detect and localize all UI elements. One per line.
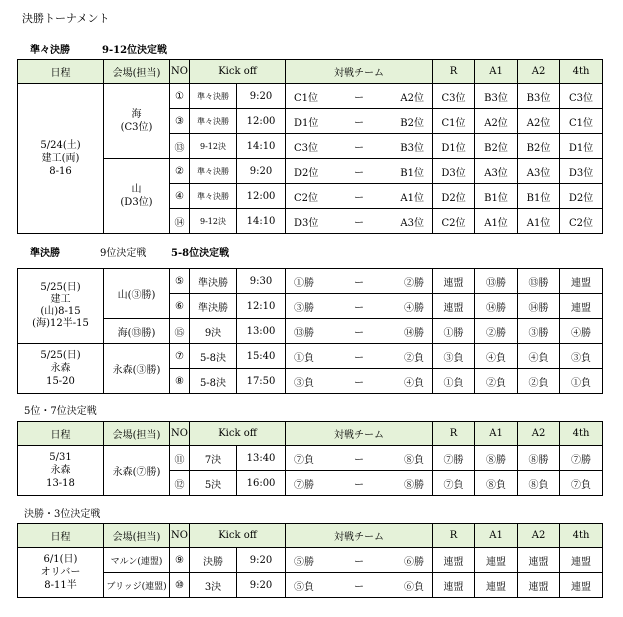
assistant-a1: ⑧勝 [475,446,518,471]
assistant-a1: ④負 [475,344,518,369]
away-team: ⑥勝 [384,548,433,573]
fourth-official: 連盟 [560,548,603,573]
header-r: R [433,422,475,446]
assistant-a2: ④負 [518,344,560,369]
assistant-a1: 連盟 [475,548,518,573]
page-title: 決勝トーナメント [22,12,110,25]
home-team: C3位 [286,134,335,159]
match-number: ⑤ [170,269,190,294]
home-team: C1位 [286,84,335,109]
assistant-a1: ②負 [475,369,518,394]
table-row [18,159,603,184]
vs-separator: ー [335,369,384,394]
header-kickoff: Kick off [190,524,286,548]
header-a1: A1 [475,60,518,84]
referee-r: D3位 [433,159,475,184]
section-label-semifinal: 準決勝 [30,248,60,259]
match-type: 準々決勝 [190,109,237,134]
table-row [18,344,603,369]
match-type: 5決 [190,471,237,496]
header-venue: 会場(担当) [104,422,170,446]
match-type: 準々決勝 [190,184,237,209]
header-match: 対戦チーム [286,524,433,548]
away-team: ⑧勝 [384,471,433,496]
match-type: 準決勝 [190,294,237,319]
home-team: ③勝 [286,294,335,319]
vs-separator: ー [335,134,384,159]
venue-cell: マルン(連盟) [104,548,170,573]
vs-separator: ー [335,446,384,471]
kickoff-time: 15:40 [237,344,286,369]
header-match: 対戦チーム [286,422,433,446]
home-team: ③負 [286,369,335,394]
home-team: ⑤勝 [286,548,335,573]
referee-r: D1位 [433,134,475,159]
vs-separator: ー [335,344,384,369]
assistant-a2: 連盟 [518,573,560,598]
section-label-9-12: 9-12位決定戦 [102,45,168,56]
table-row [18,319,603,344]
section-label-quarterfinal: 準々決勝 [30,45,70,56]
match-type: 7決 [190,446,237,471]
header-r: R [433,60,475,84]
home-team: ⑦負 [286,446,335,471]
assistant-a2: ⑬勝 [518,269,560,294]
home-team: D1位 [286,109,335,134]
vs-separator: ー [335,573,384,598]
away-team: ②負 [384,344,433,369]
kickoff-time: 9:20 [237,159,286,184]
table-row [18,269,603,294]
kickoff-time: 14:10 [237,134,286,159]
vs-separator: ー [335,109,384,134]
match-number: ② [170,159,190,184]
assistant-a2: A2位 [518,109,560,134]
vs-separator: ー [335,471,384,496]
away-team: B3位 [384,134,433,159]
match-number: ⑫ [170,471,190,496]
fourth-official: 連盟 [560,573,603,598]
kickoff-time: 13:40 [237,446,286,471]
home-team: ①勝 [286,269,335,294]
header-a2: A2 [518,524,560,548]
away-team: ④勝 [384,294,433,319]
referee-r: C3位 [433,84,475,109]
assistant-a2: A1位 [518,209,560,234]
fourth-official: ⑦勝 [560,446,603,471]
vs-separator: ー [335,159,384,184]
referee-r: 連盟 [433,269,475,294]
table-row [18,548,603,573]
match-number: ⑪ [170,446,190,471]
referee-r: C1位 [433,109,475,134]
section-label-5-7: 5位・7位決定戦 [24,406,97,417]
away-team: ⑥負 [384,573,433,598]
match-number: ⑮ [170,319,190,344]
away-team: ②勝 [384,269,433,294]
kickoff-time: 12:00 [237,184,286,209]
home-team: ⑦勝 [286,471,335,496]
match-number: ⑩ [170,573,190,598]
match-type: 9-12決 [190,209,237,234]
referee-r: ⑦勝 [433,446,475,471]
kickoff-time: 14:10 [237,209,286,234]
header-date: 日程 [18,422,104,446]
venue-cell: 山(③勝) [104,269,170,319]
header-no: NO [170,524,190,548]
schedule-table-5-7 [17,421,603,496]
header-no: NO [170,422,190,446]
assistant-a1: ⑧負 [475,471,518,496]
match-type: 5-8決 [190,369,237,394]
away-team: ④負 [384,369,433,394]
venue-cell: 永森(③勝) [104,344,170,394]
assistant-a1: A2位 [475,109,518,134]
assistant-a1: 連盟 [475,573,518,598]
header-a1: A1 [475,524,518,548]
match-type: 3決 [190,573,237,598]
venue-cell: 永森(⑦勝) [104,446,170,496]
assistant-a1: B3位 [475,84,518,109]
match-type: 9-12決 [190,134,237,159]
kickoff-time: 16:00 [237,471,286,496]
match-number: ⑧ [170,369,190,394]
table-row [18,573,603,598]
vs-separator: ー [335,84,384,109]
referee-r: ③負 [433,344,475,369]
fourth-official: ①負 [560,369,603,394]
schedule-table-semifinal [17,268,603,394]
assistant-a2: B3位 [518,84,560,109]
vs-separator: ー [335,269,384,294]
referee-r: 連盟 [433,294,475,319]
header-4th: 4th [560,524,603,548]
home-team: D3位 [286,209,335,234]
table-header-row [18,524,603,548]
vs-separator: ー [335,548,384,573]
kickoff-time: 9:20 [237,573,286,598]
away-team: A3位 [384,209,433,234]
vs-separator: ー [335,209,384,234]
match-number: ⑭ [170,209,190,234]
fourth-official: C1位 [560,109,603,134]
assistant-a1: ⑭勝 [475,294,518,319]
match-type: 9決 [190,319,237,344]
match-number: ④ [170,184,190,209]
home-team: ⑤負 [286,573,335,598]
header-venue: 会場(担当) [104,524,170,548]
fourth-official: ④勝 [560,319,603,344]
kickoff-time: 12:10 [237,294,286,319]
referee-r: ①負 [433,369,475,394]
match-number: ③ [170,109,190,134]
venue-cell: 海 (C3位) [104,84,170,159]
referee-r: D2位 [433,184,475,209]
assistant-a1: B1位 [475,184,518,209]
home-team: C2位 [286,184,335,209]
date-cell: 5/31 永森 13-18 [18,446,104,496]
kickoff-time: 9:20 [237,84,286,109]
header-kickoff: Kick off [190,422,286,446]
match-number: ⑥ [170,294,190,319]
fourth-official: ③負 [560,344,603,369]
home-team: ①負 [286,344,335,369]
schedule-table-final [17,523,603,598]
header-match: 対戦チーム [286,60,433,84]
header-kickoff: Kick off [190,60,286,84]
vs-separator: ー [335,184,384,209]
away-team: B1位 [384,159,433,184]
away-team: A2位 [384,84,433,109]
section-label-final: 決勝・3位決定戦 [24,509,101,520]
match-number: ① [170,84,190,109]
away-team: ⑧負 [384,446,433,471]
referee-r: ⑦負 [433,471,475,496]
match-number: ⑨ [170,548,190,573]
section-label-9th: 9位決定戦 [100,248,147,259]
fourth-official: D2位 [560,184,603,209]
table-header-row [18,60,603,84]
fourth-official: D1位 [560,134,603,159]
kickoff-time: 12:00 [237,109,286,134]
section-label-5-8: 5-8位決定戦 [171,248,230,259]
home-team: D2位 [286,159,335,184]
header-4th: 4th [560,60,603,84]
date-cell: 6/1(日) オリバー 8-11半 [18,548,104,598]
referee-r: 連盟 [433,573,475,598]
assistant-a2: ②負 [518,369,560,394]
date-cell: 5/24(土) 建工(両) 8-16 [18,84,104,234]
away-team: A1位 [384,184,433,209]
fourth-official: C2位 [560,209,603,234]
header-r: R [433,524,475,548]
kickoff-time: 9:20 [237,548,286,573]
kickoff-time: 13:00 [237,319,286,344]
assistant-a2: ⑧負 [518,471,560,496]
venue-cell: 海(⑬勝) [104,319,170,344]
assistant-a2: ⑭勝 [518,294,560,319]
referee-r: 連盟 [433,548,475,573]
vs-separator: ー [335,294,384,319]
fourth-official: 連盟 [560,294,603,319]
fourth-official: 連盟 [560,269,603,294]
assistant-a1: A3位 [475,159,518,184]
header-date: 日程 [18,524,104,548]
referee-r: ①勝 [433,319,475,344]
match-type: 準々決勝 [190,159,237,184]
fourth-official: D3位 [560,159,603,184]
match-number: ⑬ [170,134,190,159]
match-number: ⑦ [170,344,190,369]
fourth-official: ⑦負 [560,471,603,496]
header-a2: A2 [518,422,560,446]
assistant-a1: ②勝 [475,319,518,344]
match-type: 5-8決 [190,344,237,369]
assistant-a1: B2位 [475,134,518,159]
header-a1: A1 [475,422,518,446]
assistant-a2: A3位 [518,159,560,184]
vs-separator: ー [335,319,384,344]
schedule-table-quarterfinal-body [17,59,603,234]
assistant-a1: ⑬勝 [475,269,518,294]
header-venue: 会場(担当) [104,60,170,84]
assistant-a2: ③勝 [518,319,560,344]
header-no: NO [170,60,190,84]
match-type: 準決勝 [190,269,237,294]
kickoff-time: 17:50 [237,369,286,394]
date-cell: 5/25(日) 永森 15-20 [18,344,104,394]
assistant-a2: B2位 [518,134,560,159]
assistant-a2: 連盟 [518,548,560,573]
away-team: B2位 [384,109,433,134]
header-a2: A2 [518,60,560,84]
table-row [18,84,603,109]
match-type: 決勝 [190,548,237,573]
away-team: ⑭勝 [384,319,433,344]
referee-r: C2位 [433,209,475,234]
header-date: 日程 [18,60,104,84]
kickoff-time: 9:30 [237,269,286,294]
assistant-a1: A1位 [475,209,518,234]
venue-cell: ブリッジ(連盟) [104,573,170,598]
date-cell: 5/25(日) 建工 (山)8-15 (海)12半-15 [18,269,104,344]
home-team: ⑬勝 [286,319,335,344]
venue-cell: 山 (D3位) [104,159,170,234]
header-4th: 4th [560,422,603,446]
table-header-row [18,422,603,446]
assistant-a2: B1位 [518,184,560,209]
match-type: 準々決勝 [190,84,237,109]
fourth-official: C3位 [560,84,603,109]
assistant-a2: ⑧勝 [518,446,560,471]
table-row [18,446,603,471]
